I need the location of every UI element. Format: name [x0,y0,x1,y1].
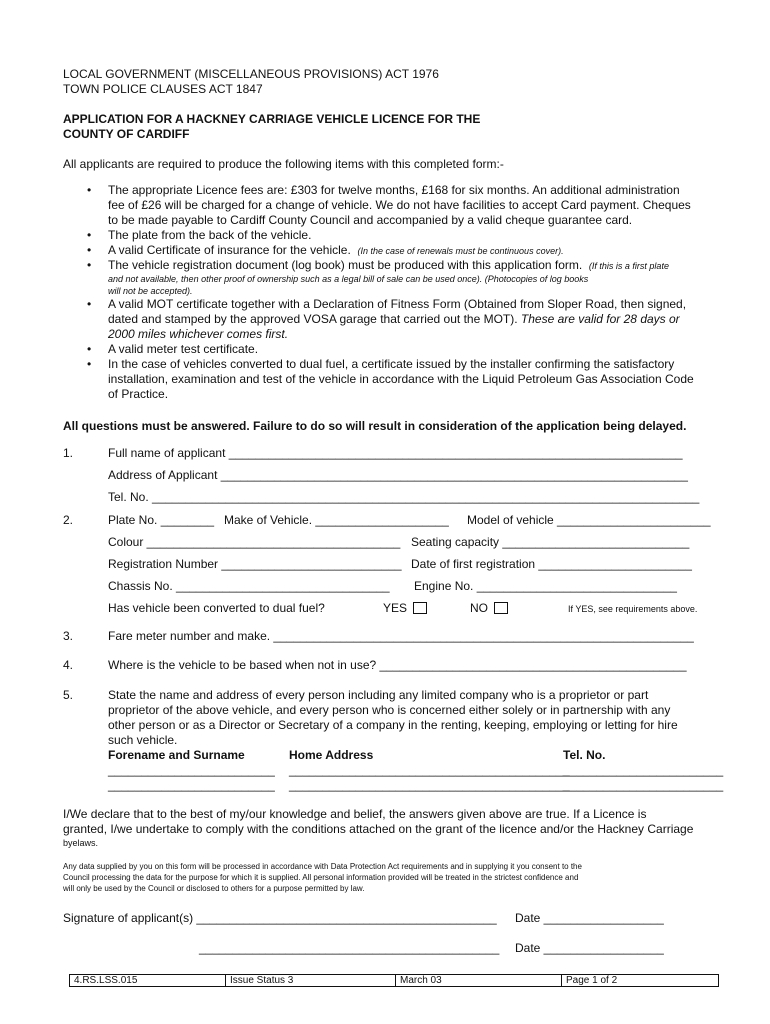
dual-fuel-yes-checkbox[interactable] [413,602,427,614]
chassis-number-field[interactable]: Chassis No. ________________________________ [108,579,390,593]
requirement-log-book [63,258,743,297]
intro-text: All applicants are required to produce the following items with this completed form:- [63,157,504,171]
requirement-plate [63,228,743,243]
proprietors-instructions-line-3: other person or as a Director or Secretary of a company in the renting, keeping, employing or letting for hire [108,718,678,732]
requirement-mot-line-1: • A valid MOT certificate together with a Declaration of Fitness Form (Obtained from Sloper Road, then signed, [108,297,687,311]
requirement-mot-validity: These are valid for 28 days or [520,312,680,326]
dual-fuel-no-label: NO [470,601,488,615]
requirement-log-book-note-3: will not be accepted). [108,286,193,296]
requirement-log-book-note-1: (If this is a first plate [588,261,669,271]
proprietor-1-address-field[interactable]: __________________________________________ [289,763,570,777]
column-header-name: Forename and Surname [108,748,245,762]
requirement-log-book-text: The vehicle registration document (log book) must be produced with this application form. [108,258,583,272]
seating-capacity-field[interactable]: Seating capacity ____________________________ [411,535,690,549]
second-signature-date-field[interactable]: Date __________________ [515,941,664,955]
dual-fuel-yes-option[interactable] [383,601,427,616]
act-title-2: TOWN POLICE CLAUSES ACT 1847 [63,82,263,96]
applicant-name-field[interactable]: Full name of applicant ____________________________________________________________________ [108,446,683,460]
vehicle-base-location-field[interactable]: Where is the vehicle to be based when not in use? ______________________________________________ [108,658,687,672]
requirements-list [63,183,743,402]
requirement-dual-fuel [63,357,743,402]
requirement-insurance-text: A valid Certificate of insurance for the vehicle. [108,243,351,257]
proprietor-2-address-field[interactable]: __________________________________________ [289,778,570,792]
warning-text: All questions must be answered. Failure to do so will result in consideration of the application being delayed. [63,419,687,433]
requirement-dual-fuel-line-3: of Practice. [108,387,169,401]
proprietor-2-name-field[interactable]: _________________________ [108,778,275,792]
applicant-address-field[interactable]: Address of Applicant ______________________________________________________________________ [108,468,688,482]
footer-reference: 4.RS.LSS.015 [69,974,226,987]
dual-fuel-hint: If YES, see requirements above. [568,604,698,614]
dual-fuel-no-checkbox[interactable] [494,602,508,614]
requirement-insurance [63,243,743,258]
requirement-fees [63,183,743,228]
plate-number-field[interactable]: Plate No. ________ [108,513,215,527]
form-title-line-2: COUNTY OF CARDIFF [63,127,190,141]
dual-fuel-yes-label: YES [383,601,408,615]
footer-page-number: Page 1 of 2 [562,974,719,987]
form-title-line-1: APPLICATION FOR A HACKNEY CARRIAGE VEHICLE LICENCE FOR THE [63,112,481,126]
vehicle-model-field[interactable]: Model of vehicle _______________________ [467,513,711,527]
data-protection-line-1: Any data supplied by you on this form will be processed in accordance with Data Protection Act requirements and in supplying it you consent to the [63,862,582,871]
column-header-tel: Tel. No. [563,748,606,762]
question-3-number: 3. [63,629,74,643]
second-signature-field[interactable]: _____________________________________________ [199,941,500,955]
question-5-number: 5. [63,688,74,702]
act-title-1: LOCAL GOVERNMENT (MISCELLANEOUS PROVISIONS) ACT 1976 [63,67,439,81]
registration-number-field[interactable]: Registration Number ___________________________ [108,557,402,571]
declaration-line-1: I/We declare that to the best of my/our knowledge and belief, the answers given above are true. If a Licence is [63,807,647,821]
data-protection-line-2: Council processing the data for the purpose for which it is supplied. All personal information provided will be treated in the strictest confidence and [63,873,579,882]
declaration-line-3: byelaws. [63,838,99,848]
requirement-log-book-note-2: and not available, then other proof of ownership such as a legal bill of sale can be used once). (Photocopies of log books [108,274,589,284]
question-2-number: 2. [63,513,74,527]
signature-date-field[interactable]: Date __________________ [515,911,664,925]
data-protection-line-3: will only be used by the Council or disclosed to others for a purpose permitted by law. [63,884,365,893]
requirement-insurance-note: (In the case of renewals must be continuous cover). [357,246,564,256]
footer-date: March 03 [396,974,562,987]
dual-fuel-no-option[interactable] [470,601,508,616]
question-4-number: 4. [63,658,74,672]
requirement-meter-text: • A valid meter test certificate. [108,342,259,356]
fare-meter-field[interactable]: Fare meter number and make. _______________________________________________________________ [108,629,694,643]
requirement-fees-line-1: • The appropriate Licence fees are: £303 for twelve months, £168 for six months. An additional administration [108,183,680,197]
question-1-number: 1. [63,446,74,460]
requirement-fees-line-3: to be made payable to Cardiff County Council and accompanied by a valid cheque guarantee card. [108,213,633,227]
declaration-line-2: granted, I/we undertake to comply with the conditions attached on the grant of the licence and/or the Hackney Carriage [63,822,694,836]
applicant-tel-field[interactable]: Tel. No. __________________________________________________________________________________ [108,490,700,504]
first-registration-date-field[interactable]: Date of first registration _______________________ [411,557,692,571]
proprietor-1-name-field[interactable]: _________________________ [108,763,275,777]
proprietor-2-tel-field[interactable]: ________________________ [563,778,724,792]
requirement-plate-text: • The plate from the back of the vehicle. [108,228,312,242]
requirement-meter [63,342,743,357]
requirement-dual-fuel-line-2: installation, examination and test of the vehicle in accordance with the Liquid Petroleum Gas Association Code [108,372,694,386]
footer-issue-status: Issue Status 3 [226,974,396,987]
requirement-fees-line-2: fee of £26 will be charged for a change of vehicle. We do not have facilities to accept Card payment. Cheques [108,198,691,212]
proprietors-instructions-line-1: State the name and address of every person including any limited company who is a proprietor or part [108,688,649,702]
engine-number-field[interactable]: Engine No. ______________________________ [414,579,677,593]
proprietors-instructions-line-4: such vehicle. [108,733,178,747]
signature-field[interactable]: Signature of applicant(s) _____________________________________________ [63,911,497,925]
document-footer [69,974,719,987]
proprietor-1-tel-field[interactable]: ________________________ [563,763,724,777]
proprietors-instructions-line-2: proprietor of the above vehicle, and every person who is concerned either solely or in partnership with any [108,703,671,717]
requirement-mot-line-3: 2000 miles whichever comes first. [108,327,289,341]
requirement-mot-line-2: dated and stamped by the approved VOSA garage that carried out the MOT). [108,312,518,326]
vehicle-make-field[interactable]: Make of Vehicle. ____________________ [224,513,449,527]
column-header-address: Home Address [289,748,374,762]
requirement-dual-fuel-line-1: • In the case of vehicles converted to dual fuel, a certificate issued by the installer confirming the satisfactory [108,357,675,371]
dual-fuel-question: Has vehicle been converted to dual fuel? [108,601,325,615]
requirement-mot [63,297,743,342]
vehicle-colour-field[interactable]: Colour ______________________________________ [108,535,401,549]
